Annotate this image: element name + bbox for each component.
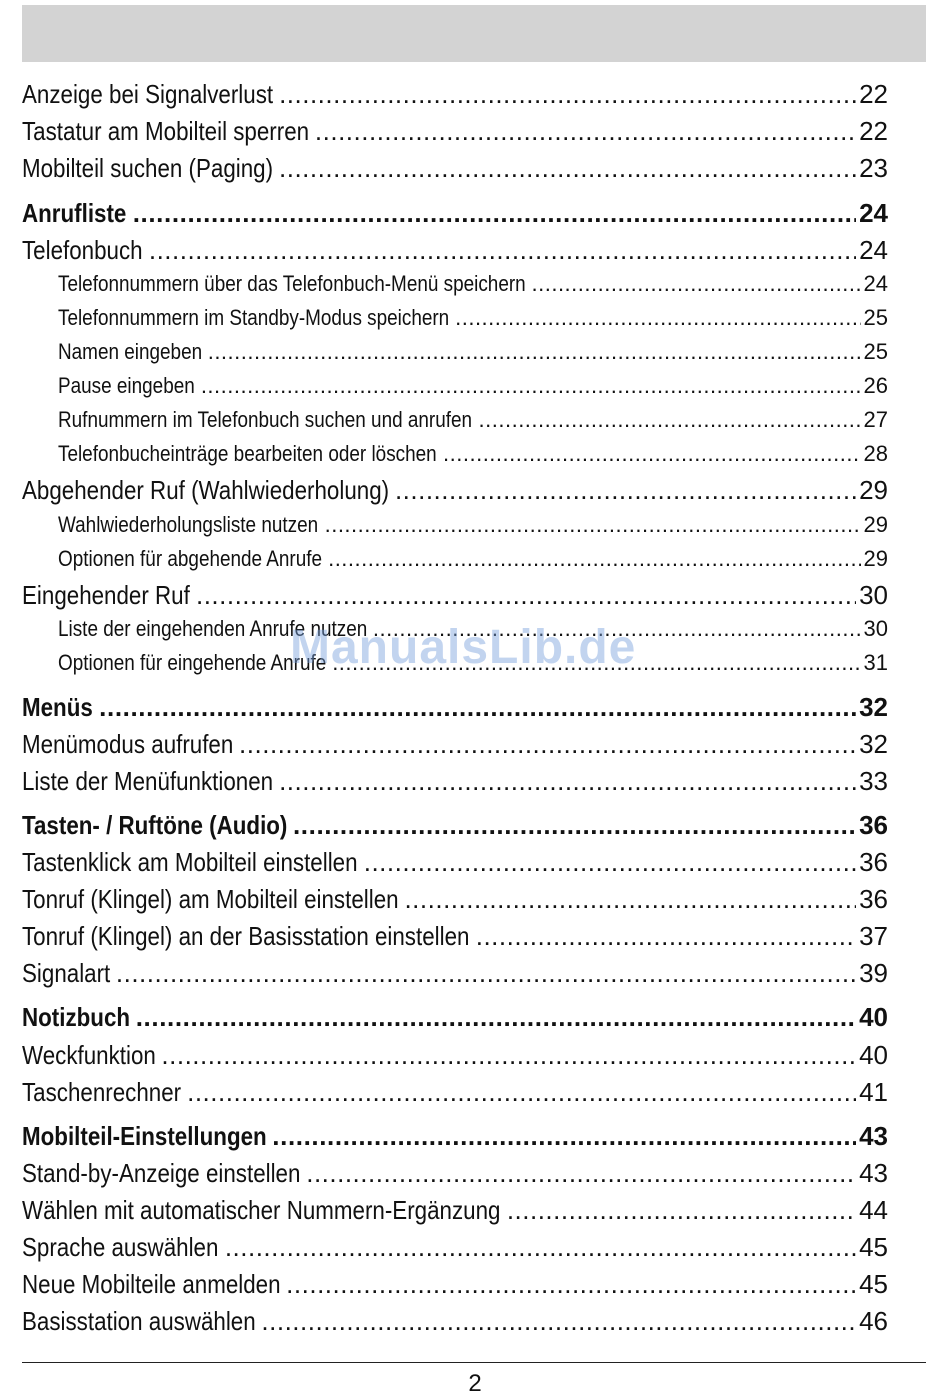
toc-entry[interactable] — [22, 1040, 888, 1071]
toc-entry-page: 43 — [859, 1121, 888, 1151]
toc-leader-dots — [239, 729, 856, 760]
toc-entry[interactable] — [22, 580, 888, 611]
toc-entry-page: 28 — [863, 441, 888, 466]
toc-leader-dots — [306, 1158, 856, 1189]
toc-entry[interactable] — [22, 766, 888, 797]
toc-entry[interactable] — [58, 407, 888, 433]
toc-entry[interactable] — [22, 847, 888, 878]
toc-leader-dots — [161, 1040, 856, 1071]
toc-entry-page: 40 — [859, 1040, 888, 1070]
toc-section-heading[interactable] — [22, 810, 888, 841]
toc-entry-label: Mobilteil suchen (Paging) — [22, 153, 274, 183]
watermark: ManualsLib.de — [290, 621, 637, 674]
toc-entry-label: Telefonbuch — [22, 235, 143, 265]
toc-leader-dots — [455, 305, 860, 331]
toc-entry-page: 36 — [859, 884, 888, 914]
toc-leader-dots — [404, 884, 856, 915]
toc-entry-page: 41 — [859, 1077, 888, 1107]
toc-entry[interactable] — [22, 475, 888, 506]
toc-entry-label: Rufnummern im Telefonbuch suchen und anrufen — [58, 407, 473, 432]
toc-entry-label: Tasten- / Ruftöne (Audio) — [22, 810, 288, 840]
toc-entry-page: 22 — [859, 116, 888, 146]
toc-entry-label: Anrufliste — [22, 198, 127, 228]
toc-leader-dots — [479, 407, 861, 433]
toc-leader-dots — [99, 692, 856, 723]
toc-entry-label: Namen eingeben — [58, 339, 203, 364]
toc-leader-dots — [225, 1232, 856, 1263]
toc-entry-label: Tonruf (Klingel) am Mobilteil einstellen — [22, 884, 399, 914]
toc-entry[interactable] — [22, 1077, 888, 1108]
toc-entry-label: Telefonnummern im Standby-Modus speichern — [58, 305, 450, 330]
toc-entry[interactable] — [22, 1232, 888, 1263]
toc-leader-dots — [116, 958, 856, 989]
toc-leader-dots — [395, 475, 856, 506]
toc-entry-page: 44 — [859, 1195, 888, 1225]
toc-entry-label: Menüs — [22, 692, 93, 722]
toc-entry-label: Liste der eingehenden Anrufe nutzen — [58, 616, 368, 641]
toc-leader-dots — [201, 373, 861, 399]
toc-leader-dots — [279, 153, 856, 184]
toc-leader-dots — [272, 1121, 856, 1152]
toc-entry-label: Pause eingeben — [58, 373, 195, 398]
toc-entry-label: Mobilteil-Einstellungen — [22, 1121, 267, 1151]
toc-entry-page: 46 — [859, 1306, 888, 1336]
toc-entry-page: 40 — [859, 1002, 888, 1032]
toc-entry-label: Stand-by-Anzeige einstellen — [22, 1158, 301, 1188]
toc-section-heading[interactable] — [22, 1121, 888, 1152]
toc-leader-dots — [149, 235, 856, 266]
toc-entry[interactable] — [22, 153, 888, 184]
toc-entry[interactable] — [58, 271, 888, 297]
toc-entry-page: 29 — [863, 546, 888, 571]
toc-entry[interactable] — [22, 1306, 888, 1337]
toc-entry-page: 32 — [859, 729, 888, 759]
toc-entry-page: 30 — [863, 616, 888, 641]
toc-leader-dots — [476, 921, 856, 952]
toc-entry[interactable] — [22, 921, 888, 952]
toc-entry-label: Tonruf (Klingel) an der Basisstation einstellen — [22, 921, 470, 951]
toc-entry-page: 36 — [859, 810, 888, 840]
toc-entry-label: Wählen mit automatischer Nummern-Ergänzung — [22, 1195, 501, 1225]
toc-entry[interactable] — [22, 958, 888, 989]
toc-section-heading[interactable] — [22, 692, 888, 723]
toc-entry-page: 29 — [863, 512, 888, 537]
toc-entry-label: Neue Mobilteile anmelden — [22, 1269, 281, 1299]
toc-entry[interactable] — [58, 441, 888, 467]
page-number: 2 — [468, 1370, 482, 1397]
toc-entry-label: Telefonbucheinträge bearbeiten oder löschen — [58, 441, 437, 466]
toc-entry[interactable] — [58, 305, 888, 331]
toc-leader-dots — [286, 1269, 856, 1300]
toc-leader-dots — [279, 766, 856, 797]
toc-entry-page: 29 — [859, 475, 888, 505]
toc-leader-dots — [328, 546, 860, 572]
toc-entry-label: Taschenrechner — [22, 1077, 182, 1107]
toc-entry[interactable] — [58, 373, 888, 399]
toc-entry-label: Menümodus aufrufen — [22, 729, 234, 759]
toc-entry-page: 45 — [859, 1269, 888, 1299]
toc-leader-dots — [443, 441, 861, 467]
toc-entry[interactable] — [58, 546, 888, 572]
footer-rule — [22, 1362, 926, 1363]
toc-leader-dots — [261, 1306, 856, 1337]
toc-entry-page: 22 — [859, 79, 888, 109]
toc-entry-label: Tastenklick am Mobilteil einstellen — [22, 847, 358, 877]
toc-entry-page: 25 — [863, 305, 888, 330]
toc-leader-dots — [196, 580, 856, 611]
toc-leader-dots — [507, 1195, 856, 1226]
toc-entry-label: Weckfunktion — [22, 1040, 156, 1070]
toc-entry[interactable] — [58, 512, 888, 538]
toc-entry-page: 32 — [859, 692, 888, 722]
toc-entry-page: 24 — [859, 235, 888, 265]
toc-entry-page: 36 — [859, 847, 888, 877]
toc-leader-dots — [279, 79, 856, 110]
toc-leader-dots — [136, 1002, 856, 1033]
toc-entry-page: 25 — [863, 339, 888, 364]
toc-entry-label: Eingehender Ruf — [22, 580, 190, 610]
toc-entry-page: 24 — [863, 271, 888, 296]
toc-entry-page: 30 — [859, 580, 888, 610]
toc-entry-label: Signalart — [22, 958, 111, 988]
toc-entry-label: Abgehender Ruf (Wahlwiederholung) — [22, 475, 390, 505]
toc-leader-dots — [293, 810, 856, 841]
toc-leader-dots — [133, 198, 856, 229]
toc-entry-page: 37 — [859, 921, 888, 951]
toc-entry-label: Sprache auswählen — [22, 1232, 219, 1262]
toc-leader-dots — [315, 116, 856, 147]
toc-entry[interactable] — [22, 1195, 888, 1226]
toc-entry-page: 43 — [859, 1158, 888, 1188]
toc-leader-dots — [208, 339, 861, 365]
toc-entry-label: Basisstation auswählen — [22, 1306, 256, 1336]
toc-entry-label: Telefonnummern über das Telefonbuch-Menü speichern — [58, 271, 526, 296]
toc-leader-dots — [532, 271, 861, 297]
toc-entry[interactable] — [22, 235, 888, 266]
header-bar — [22, 5, 926, 62]
toc-section-heading[interactable] — [22, 198, 888, 229]
toc-entry-page: 24 — [859, 198, 888, 228]
toc-entry-label: Anzeige bei Signalverlust — [22, 79, 274, 109]
toc-entry-label: Wahlwiederholungsliste nutzen — [58, 512, 319, 537]
toc-entry-label: Tastatur am Mobilteil sperren — [22, 116, 310, 146]
toc-entry[interactable] — [22, 1158, 888, 1189]
toc-entry[interactable] — [22, 116, 888, 147]
toc-leader-dots — [325, 512, 861, 538]
toc-entry-page: 23 — [859, 153, 888, 183]
toc-section-heading[interactable] — [22, 1002, 888, 1033]
toc-leader-dots — [364, 847, 856, 878]
toc-entry-label: Optionen für eingehende Anrufe — [58, 650, 327, 675]
toc-entry[interactable] — [22, 884, 888, 915]
toc-entry-page: 33 — [859, 766, 888, 796]
toc-entry-page: 39 — [859, 958, 888, 988]
toc-entry-label: Liste der Menüfunktionen — [22, 766, 274, 796]
toc-leader-dots — [187, 1077, 856, 1108]
toc-entry-page: 45 — [859, 1232, 888, 1262]
toc-entry[interactable] — [58, 339, 888, 365]
toc-entry-page: 26 — [863, 373, 888, 398]
toc-entry-label: Optionen für abgehende Anrufe — [58, 546, 323, 571]
toc-entry-page: 27 — [863, 407, 888, 432]
toc-entry-label: Notizbuch — [22, 1002, 131, 1032]
toc-entry[interactable] — [22, 79, 888, 110]
toc-entry-page: 31 — [863, 650, 888, 675]
toc-entry[interactable] — [22, 729, 888, 760]
toc-entry[interactable] — [22, 1269, 888, 1300]
